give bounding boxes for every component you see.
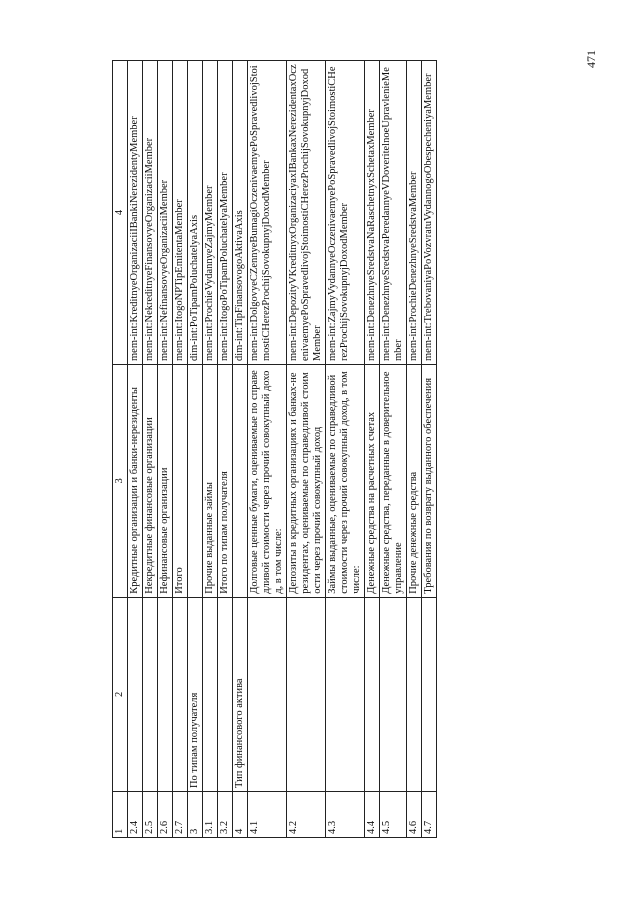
row-description: Итого [173,365,188,598]
row-description: Требования по возврату выданного обеспечения [422,365,437,598]
header-cell: 1 [113,792,128,838]
row-description: Итого по типам получателя [218,365,233,598]
row-number: 2.7 [173,792,188,838]
row-code: dim-int:TipFinansovogoAktivaAxis [233,61,248,365]
table-row [218,61,233,838]
row-code: mem-int:DolgovyeCZennyeBumagiOczenivaemyePoSpravedlivojStoimostiCHerezProchijSovokupnyjDoxodMember [248,61,287,365]
row-category [173,597,188,791]
table-header-row [113,61,128,838]
row-code: mem-int:ItogoNPTipEmitentaMember [173,61,188,365]
row-description [188,365,203,598]
row-code: mem-int:ItogoPoTipamPoluchatelyaMember [218,61,233,365]
row-code: mem-int:ZajmyVydannyeOczenivaemyePoSpravedlivojStoimostiCHerezProchijSovokupnyjDoxodMember [326,61,365,365]
row-number: 4.1 [248,792,287,838]
row-code: mem-int:TrebovaniyaPoVozvratuVydannogoObespecheniyaMember [422,61,437,365]
row-description: Прочие выданные займы [203,365,218,598]
table-row [203,61,218,838]
row-number: 4.5 [380,792,407,838]
row-number: 2.4 [128,792,143,838]
table-row [422,61,437,838]
row-category [158,597,173,791]
header-cell: 2 [113,597,128,791]
row-category [287,597,326,791]
rotated-table-container [112,60,552,838]
row-category [203,597,218,791]
row-description: Депозиты в кредитных организациях и банках-нерезидентах, оцениваемые по справедливой стоимости через прочий совокупный доход [287,365,326,598]
classification-table [112,60,437,838]
table-row [173,61,188,838]
table-row [380,61,407,838]
header-cell: 3 [113,365,128,598]
row-category [128,597,143,791]
row-category: Тип финансового актива [233,597,248,791]
row-number: 4 [233,792,248,838]
row-category [143,597,158,791]
row-description: Долговые ценные бумаги, оцениваемые по справедливой стоимости через прочий совокупный доход, в том числе: [248,365,287,598]
row-number: 4.4 [365,792,380,838]
row-number: 4.7 [422,792,437,838]
table-row [365,61,380,838]
row-number: 3 [188,792,203,838]
row-number: 3.1 [203,792,218,838]
row-number: 2.5 [143,792,158,838]
row-description: Кредитные организации и банки-нерезиденты [128,365,143,598]
row-number: 4.3 [326,792,365,838]
table-row [143,61,158,838]
row-category [407,597,422,791]
row-code: mem-int:DenezhnyeSredstvaNaRaschetnyxSchetaxMember [365,61,380,365]
row-number: 4.6 [407,792,422,838]
row-description: Некредитные финансовые организации [143,365,158,598]
row-code: mem-int:NekreditnyeFinansovyeOrganizaciiMember [143,61,158,365]
row-code: mem-int:DepozityVKreditnyxOrganizaciyaxIBankaxNerezidentaxOczenivaemyePoSpravedlivojStoimostiCHerezProchijSovokupnyjDoxodMember [287,61,326,365]
row-code: mem-int:ProchieVydannyeZajmyMember [203,61,218,365]
row-category [365,597,380,791]
table-row [128,61,143,838]
table-row [287,61,326,838]
row-code: mem-int:NefinansovyeOrganizaciiMember [158,61,173,365]
row-description: Денежные средства на расчетных счетах [365,365,380,598]
row-code: mem-int:DenezhnyeSredstvaPeredannyeVDoveritelnoeUpravlenieMember [380,61,407,365]
row-category [326,597,365,791]
row-code: mem-int:ProchieDenezhnyeSredstvaMember [407,61,422,365]
page-number: 471 [584,50,598,68]
table-row [407,61,422,838]
row-description: Денежные средства, переданные в доверительное управление [380,365,407,598]
row-description: Нефинансовые организации [158,365,173,598]
row-description: Займы выданные, оцениваемые по справедливой стоимости через прочий совокупный доход, в том числе: [326,365,365,598]
table-row [248,61,287,838]
row-number: 2.6 [158,792,173,838]
table-row [188,61,203,838]
header-cell: 4 [113,61,128,365]
table-row [158,61,173,838]
row-category [248,597,287,791]
table-row [233,61,248,838]
table-row [326,61,365,838]
row-code: dim-int:PoTipamPoluchatelyaAxis [188,61,203,365]
row-category [380,597,407,791]
row-number: 4.2 [287,792,326,838]
row-code: mem-int:KreditnyeOrganizaciiIBankiNerezidentyMember [128,61,143,365]
row-description: Прочие денежные средства [407,365,422,598]
row-number: 3.2 [218,792,233,838]
row-category [422,597,437,791]
row-category: По типам получателя [188,597,203,791]
row-category [218,597,233,791]
row-description [233,365,248,598]
